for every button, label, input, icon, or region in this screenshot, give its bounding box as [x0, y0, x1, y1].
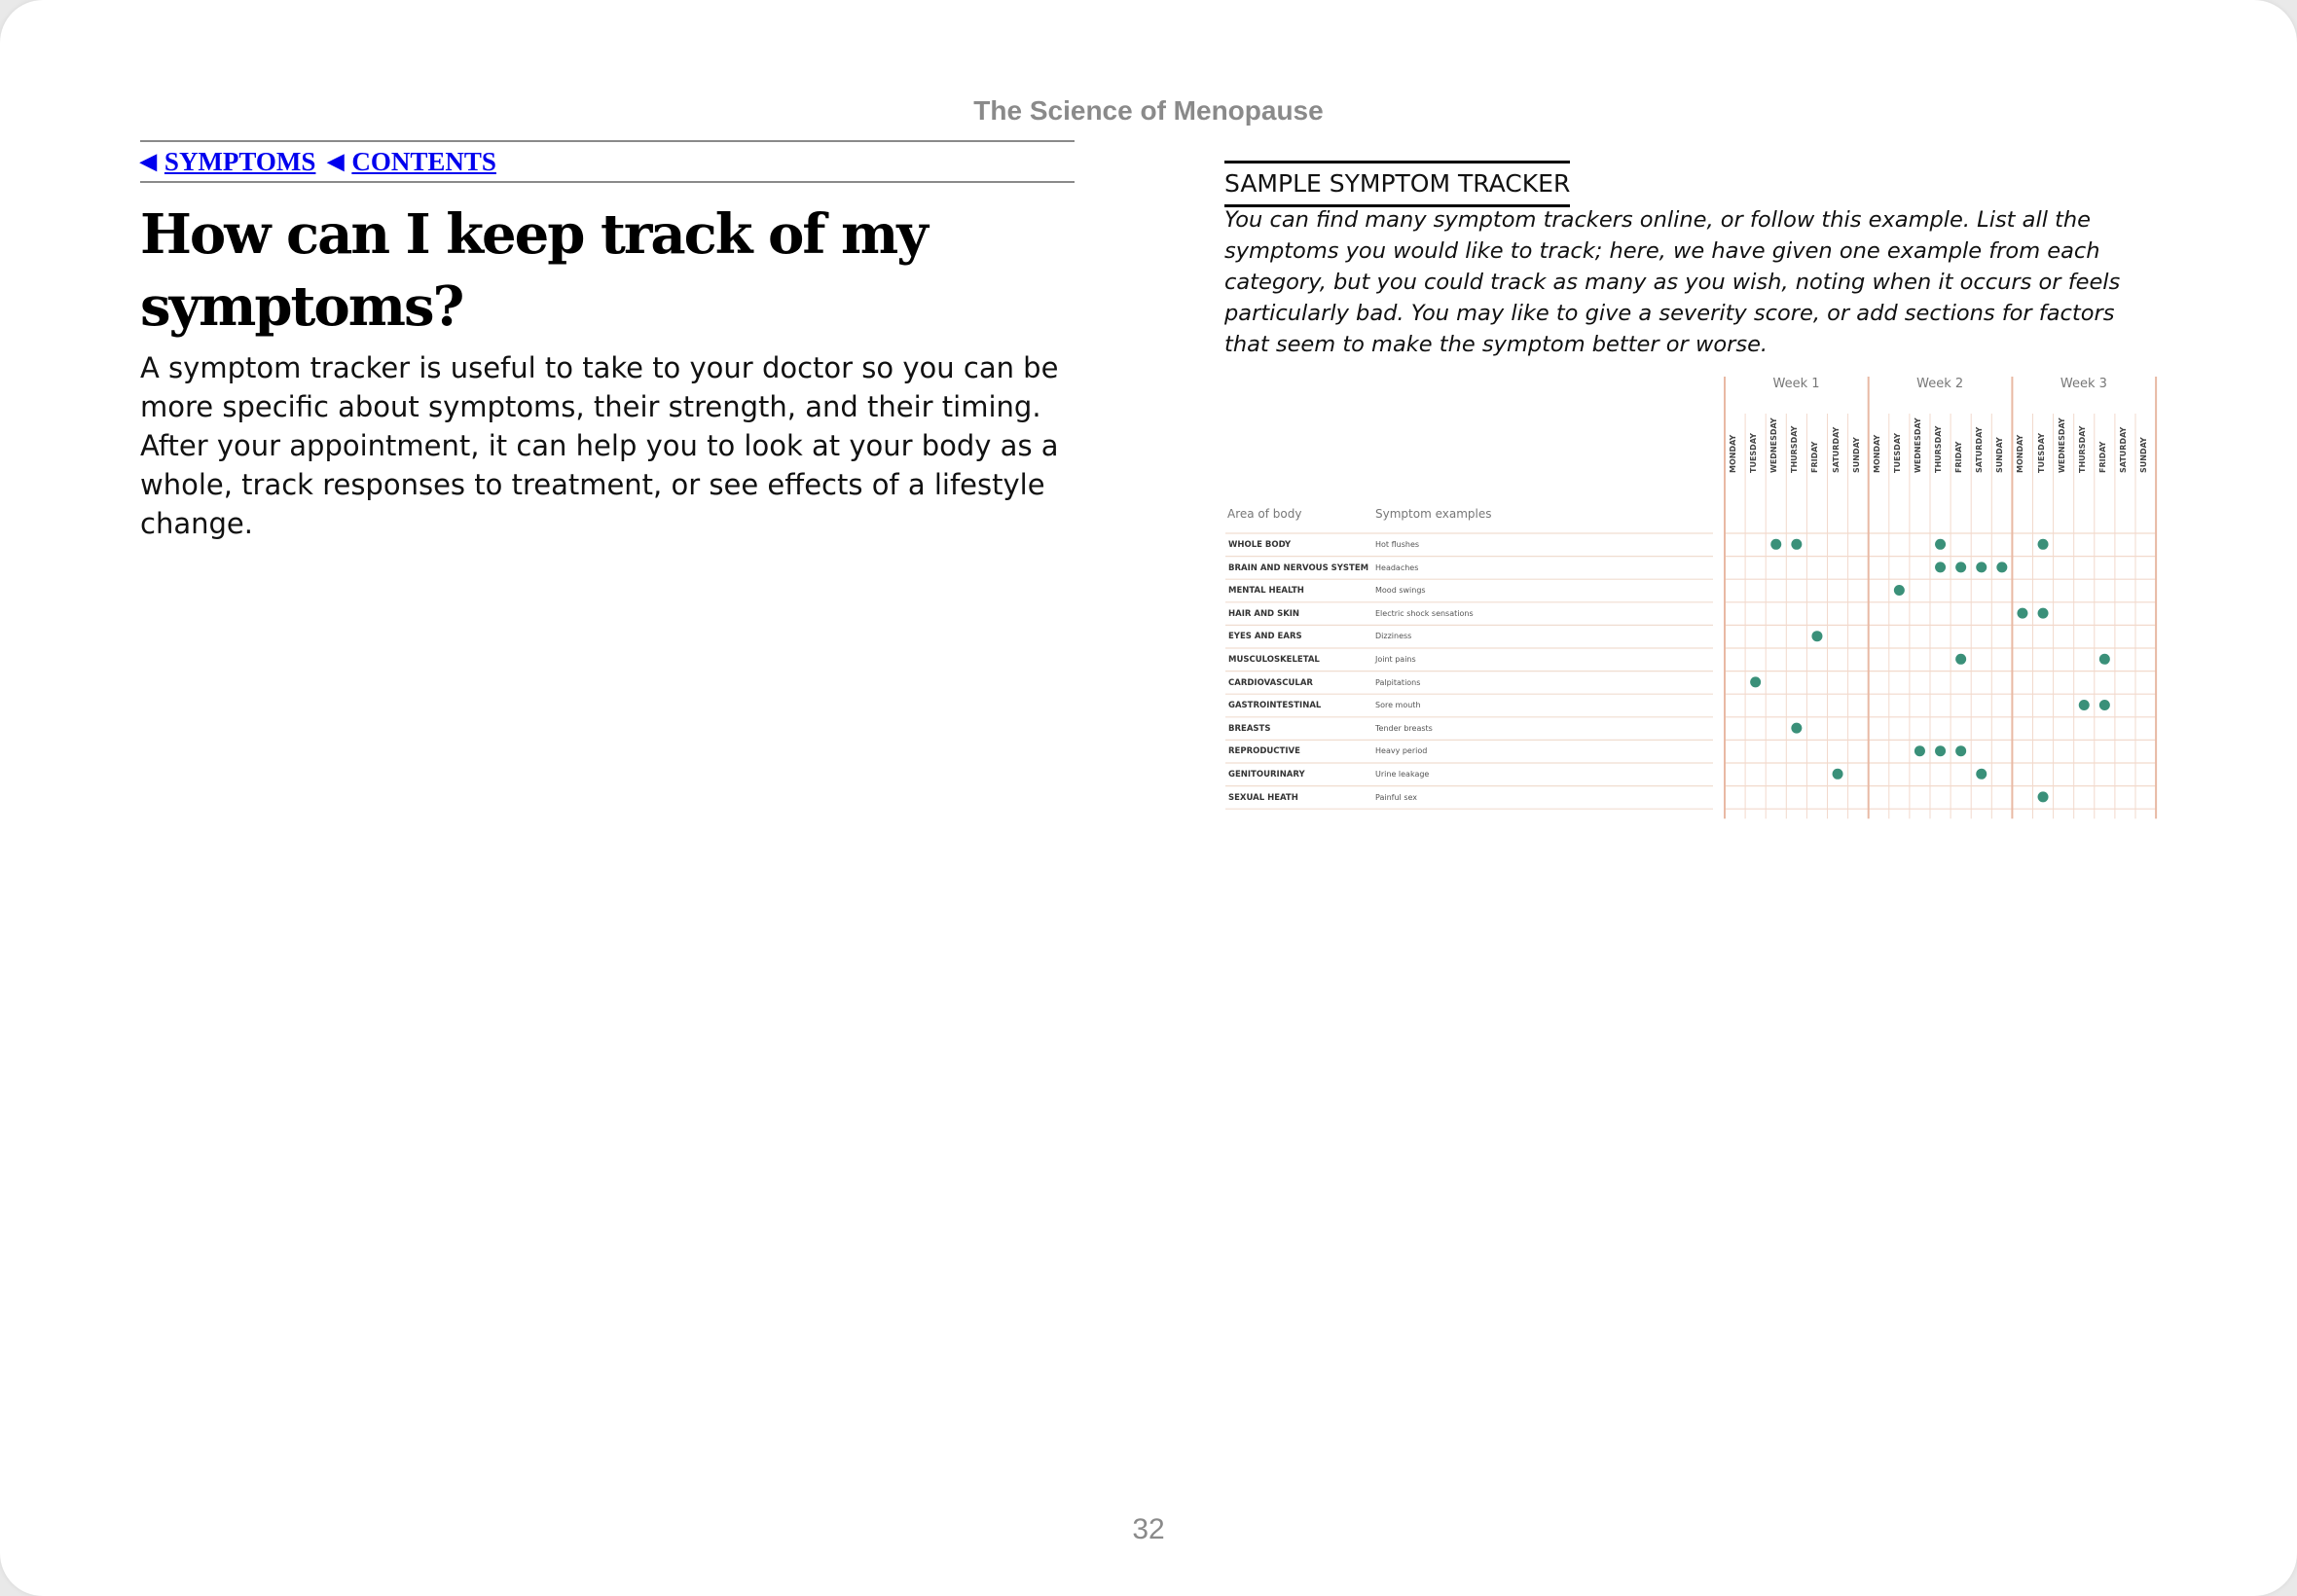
day-label: FRIDAY [2097, 441, 2107, 473]
symptom-mark [1894, 585, 1905, 596]
day-label: TUESDAY [1749, 432, 1759, 473]
row-symptom-label: Painful sex [1375, 792, 1417, 802]
symptom-mark [2038, 539, 2049, 550]
tracker-caption: You can find many symptom trackers online, or follow this example. List all the symptoms you would like to track; here, we have given one example from each category, but you could track as many as you wish, noting when it occurs or feels particularly bad. You may like to give a severity score, or add sections for factors that seem to make the symptom better or worse. [1224, 207, 2121, 357]
day-label: WEDNESDAY [1913, 417, 1922, 473]
row-symptom-label: Heavy period [1375, 746, 1428, 756]
symptom-mark [2017, 608, 2027, 619]
page-number: 32 [1132, 1513, 1165, 1545]
symptom-mark [1955, 562, 1966, 572]
week-label: Week 3 [2060, 377, 2107, 391]
day-label: WEDNESDAY [2057, 417, 2066, 473]
back-arrow-icon: ◀ [327, 149, 345, 173]
day-label: SATURDAY [1831, 426, 1841, 473]
day-label: SUNDAY [2139, 437, 2148, 473]
symptom-mark [2038, 608, 2049, 619]
day-label: SATURDAY [2118, 426, 2128, 473]
symptom-mark [2099, 654, 2110, 665]
row-area-label: SEXUAL HEATH [1228, 792, 1298, 803]
day-label: SUNDAY [1995, 437, 2005, 473]
symptom-mark [2038, 791, 2049, 802]
symptom-mark [1750, 676, 1761, 687]
symptom-mark [1935, 562, 1946, 572]
row-symptom-label: Dizziness [1375, 632, 1412, 641]
row-symptom-label: Electric shock sensations [1375, 608, 1474, 618]
symptom-mark [1770, 539, 1781, 550]
symptom-mark [1976, 769, 1987, 780]
running-head: The Science of Menopause [973, 95, 1324, 126]
day-label: THURSDAY [1790, 425, 1800, 473]
row-symptom-label: Mood swings [1375, 586, 1426, 596]
day-label: THURSDAY [2077, 425, 2087, 473]
symptom-mark [1976, 562, 1987, 572]
row-symptom-label: Urine leakage [1375, 770, 1430, 779]
symptom-mark [2099, 700, 2110, 710]
day-label: SATURDAY [1975, 426, 1985, 473]
row-symptom-label: Palpitations [1375, 677, 1421, 687]
symptom-mark [1996, 562, 2007, 572]
row-symptom-label: Hot flushes [1375, 540, 1420, 549]
symptoms-link[interactable]: SYMPTOMS [164, 146, 316, 176]
back-arrow-icon: ◀ [140, 149, 157, 173]
tracker-title: SAMPLE SYMPTOM TRACKER [1224, 161, 1570, 207]
intro-paragraph: A symptom tracker is useful to take to your doctor so you can be more specific about symptoms, their strength, and their timing. After your appointment, it can help you to look at your body as a whole, track responses to treatment, or see effects of a lifestyle change. [140, 351, 1059, 540]
row-area-label: CARDIOVASCULAR [1228, 677, 1313, 688]
page-title: How can I keep track of my symptoms? [140, 202, 927, 339]
row-symptom-label: Joint pains [1375, 655, 1416, 664]
row-symptom-label: Tender breasts [1375, 723, 1433, 733]
row-symptom-label: Headaches [1375, 562, 1419, 572]
row-area-label: MENTAL HEALTH [1228, 586, 1304, 597]
day-label: WEDNESDAY [1769, 417, 1779, 473]
week-label: Week 1 [1772, 377, 1820, 391]
row-symptom-label: Sore mouth [1375, 701, 1421, 710]
symptom-tracker-figure [1221, 375, 2170, 822]
symptom-mark [1914, 745, 1925, 756]
contents-link[interactable]: CONTENTS [351, 146, 496, 176]
day-label: FRIDAY [1810, 441, 1820, 473]
symptom-mark [1955, 745, 1966, 756]
symptom-mark [1833, 769, 1843, 780]
row-area-label: BRAIN AND NERVOUS SYSTEM [1228, 562, 1369, 573]
symptom-mark [1955, 654, 1966, 665]
symptom-mark [1935, 539, 1946, 550]
area-column-header: Area of body [1227, 507, 1302, 521]
day-label: TUESDAY [1892, 432, 1902, 473]
symptom-mark [1791, 723, 1802, 734]
day-label: MONDAY [1729, 434, 1737, 473]
symptom-mark [1811, 631, 1822, 641]
day-label: SUNDAY [1851, 437, 1861, 473]
breadcrumb-nav [140, 140, 1075, 183]
day-label: TUESDAY [2036, 432, 2046, 473]
day-label: MONDAY [1872, 434, 1881, 473]
row-area-label: BREASTS [1228, 723, 1271, 734]
week-label: Week 2 [1916, 377, 1964, 391]
symptom-mark [1935, 745, 1946, 756]
row-area-label: MUSCULOSKELETAL [1228, 655, 1320, 665]
symptom-column-header: Symptom examples [1375, 507, 1492, 521]
symptom-mark [1791, 539, 1802, 550]
symptom-mark [2079, 700, 2090, 710]
row-area-label: EYES AND EARS [1228, 632, 1302, 642]
tracker-grid [1221, 375, 2170, 822]
row-area-label: GENITOURINARY [1228, 770, 1305, 780]
row-area-label: REPRODUCTIVE [1228, 746, 1300, 757]
day-label: THURSDAY [1934, 425, 1943, 473]
day-label: FRIDAY [1954, 441, 1964, 473]
row-area-label: HAIR AND SKIN [1228, 608, 1300, 619]
day-label: MONDAY [2016, 434, 2025, 473]
row-area-label: GASTROINTESTINAL [1228, 701, 1322, 711]
row-area-label: WHOLE BODY [1228, 540, 1292, 550]
